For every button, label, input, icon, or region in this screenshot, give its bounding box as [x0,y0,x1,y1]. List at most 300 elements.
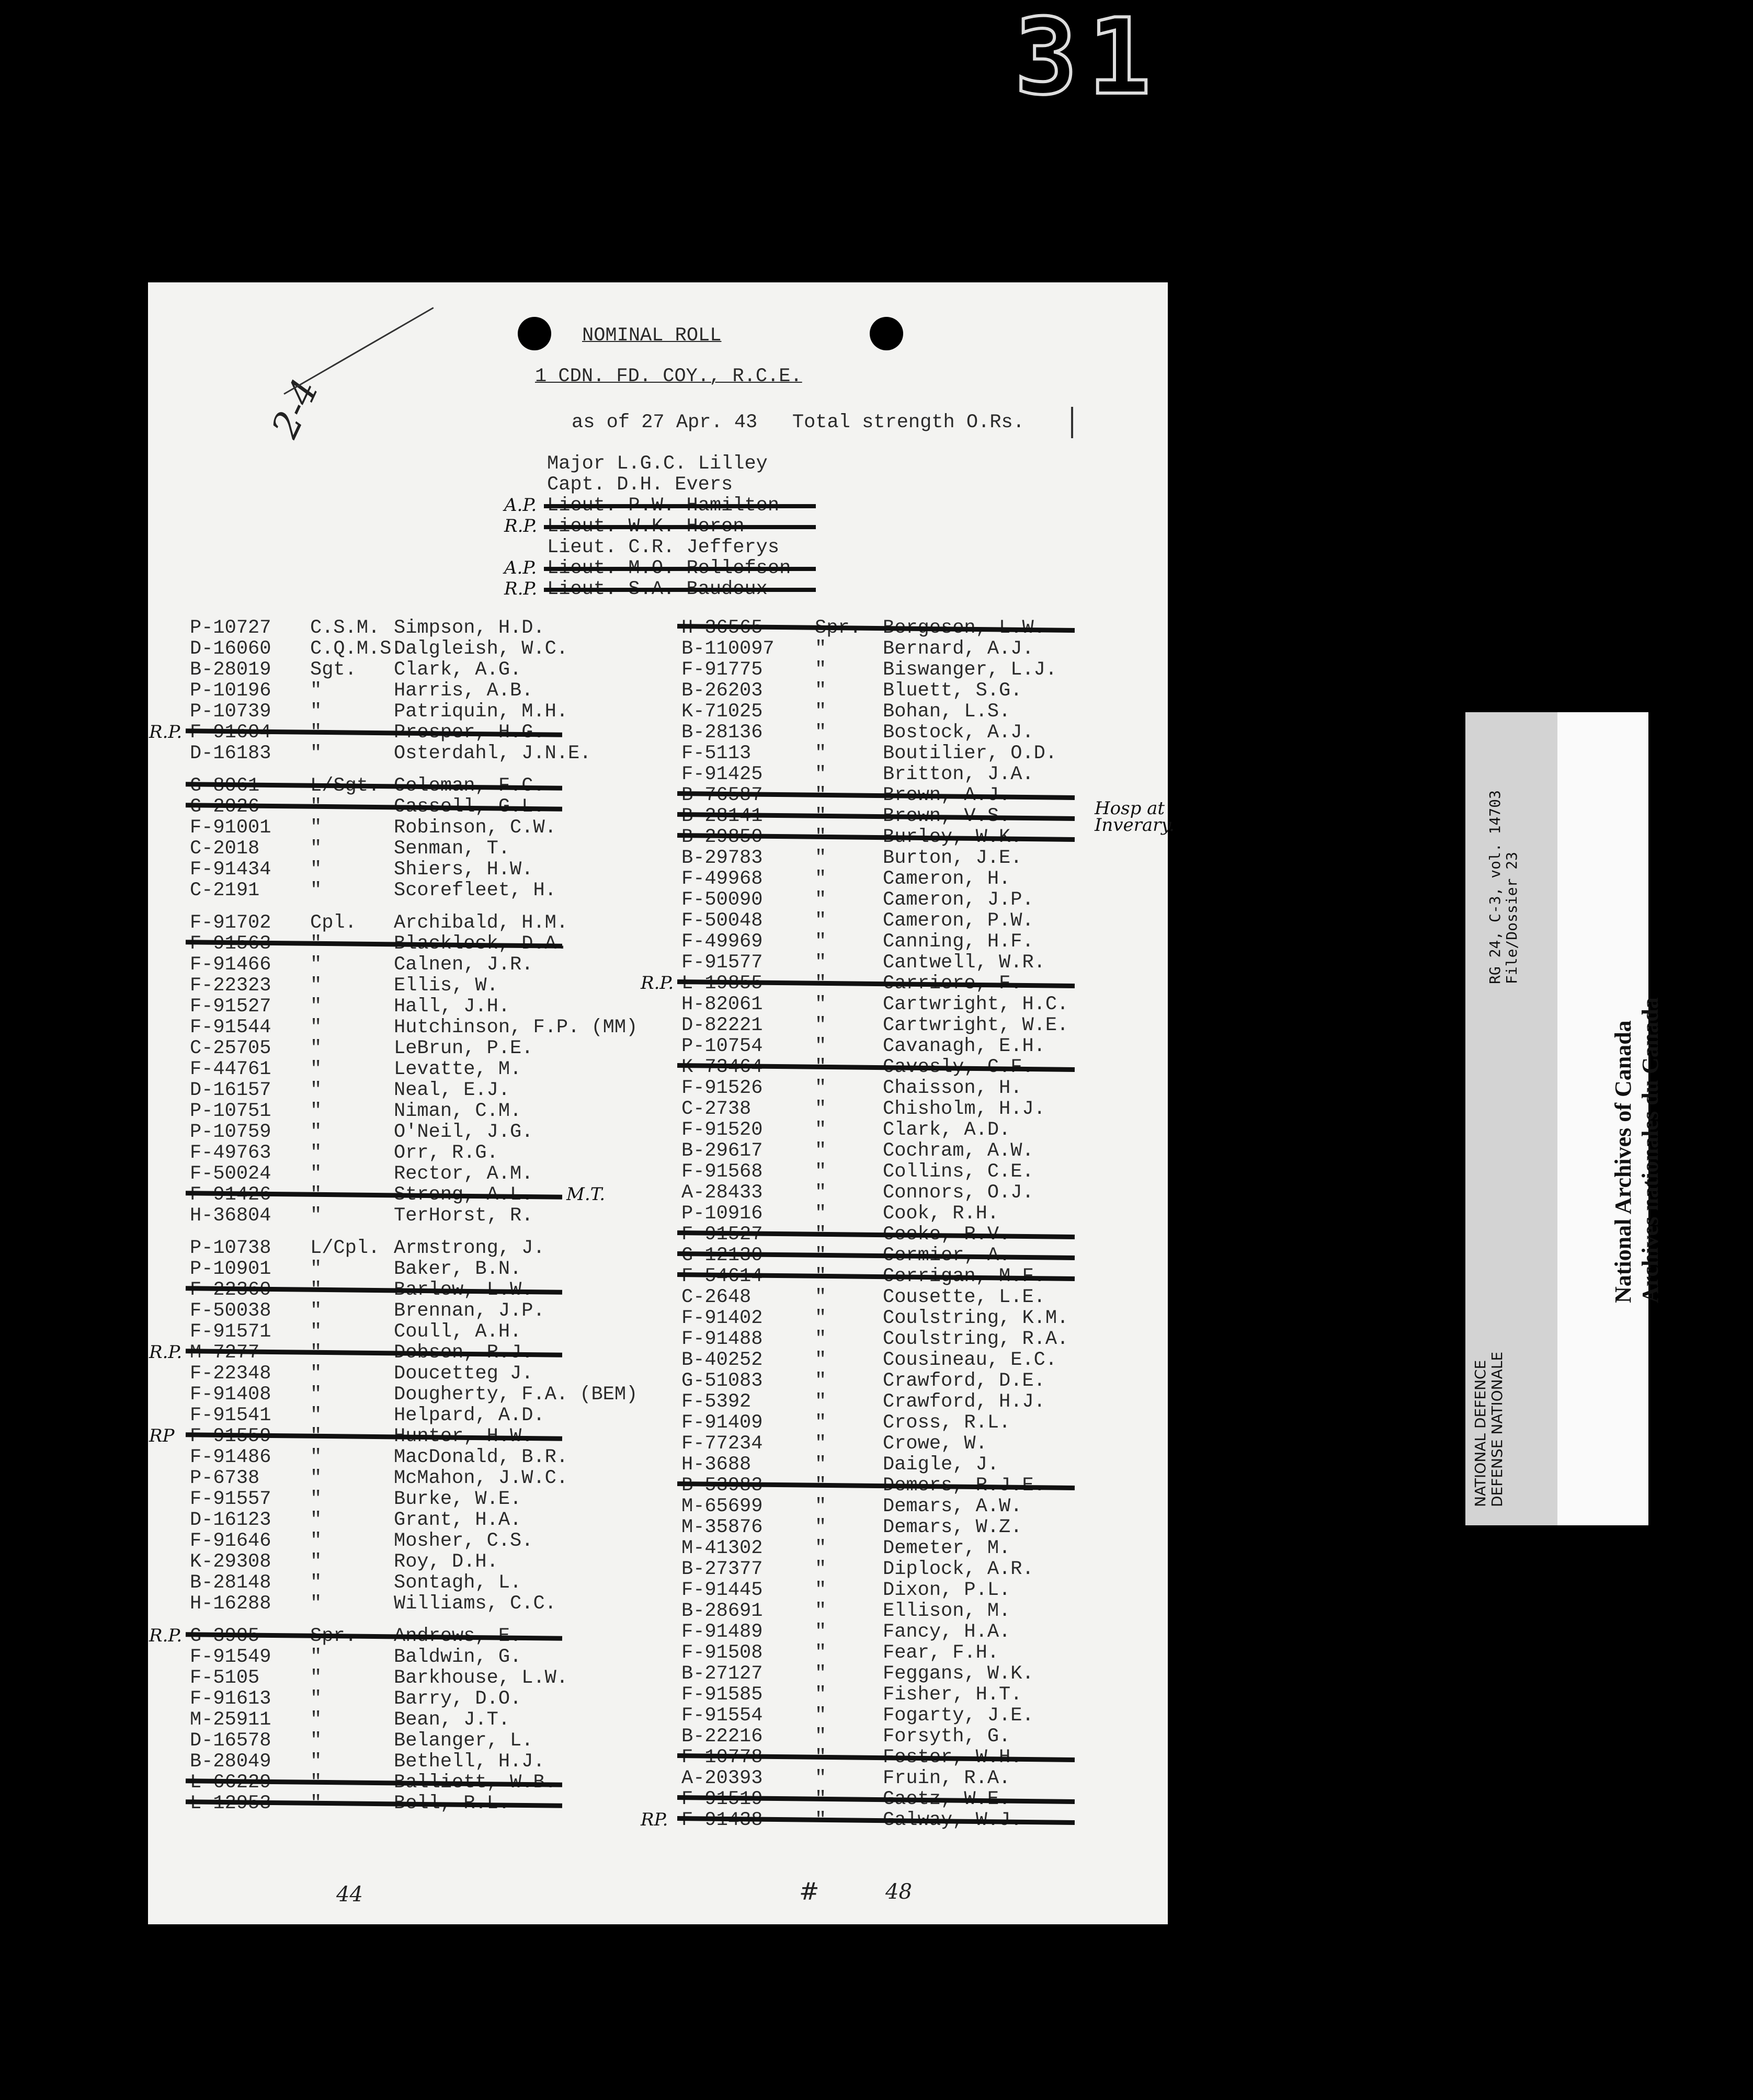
rank: " [815,1412,827,1434]
service-number: C-2738 [681,1098,752,1120]
service-number: F-91563 [190,933,271,955]
service-number: F-91434 [190,859,271,881]
rank: " [310,1551,322,1573]
service-number: K-71025 [681,701,763,723]
roll-entry [190,1572,671,1593]
service-number: F-91549 [190,1646,271,1668]
roll-entry [641,973,1163,995]
soldier-name: Fancy, H.A. [883,1621,1011,1643]
rank: " [815,1579,827,1601]
rank: " [310,1751,322,1773]
rank: " [815,1035,827,1057]
rank: " [815,1558,827,1580]
soldier-name: Burton, J.E. [883,847,1022,869]
rank: " [815,931,827,953]
left-column-total: 44 [336,1882,363,1907]
soldier-name: Cavanagh, E.H. [883,1035,1045,1057]
rank: " [310,1593,322,1615]
soldier-name: Bean, J.T. [394,1709,510,1731]
roll-entry [190,743,671,763]
punch-hole-left [518,317,551,350]
rank: " [310,1100,322,1122]
officer-entry [547,474,791,495]
rank: " [815,680,827,702]
service-number: F-91577 [681,952,763,974]
soldier-name: Dougherty, F.A. (BEM) [394,1384,638,1406]
rank: " [815,1307,827,1329]
soldier-name: Cochram, A.W. [883,1140,1034,1162]
soldier-name: Fruin, R.A. [883,1767,1011,1789]
service-number: D-16183 [190,743,271,764]
officer-entry [504,495,791,517]
rank: " [815,1642,827,1664]
service-number: F-10778 [681,1747,763,1768]
roll-entry [681,1537,1163,1558]
soldier-name: Boutilier, O.D. [883,743,1057,764]
handwritten-note: R.P. [504,578,538,599]
rank: " [310,743,322,764]
handwritten-note: Hosp at Inverary. [1095,798,1175,836]
roll-entry [190,1058,671,1079]
soldier-name: Bostock, A.J. [883,722,1034,744]
service-number: G-3905 [190,1625,260,1647]
service-number: C-25705 [190,1037,271,1059]
roll-entry [681,1684,1163,1705]
roll-entry [190,1467,671,1488]
rank: " [310,1646,322,1668]
roll-entry [190,1667,671,1688]
handwritten-note: R.P. [149,722,183,743]
service-number: F-49763 [190,1142,271,1164]
roll-entry [681,1600,1163,1621]
roll-entry [190,1142,671,1163]
soldier-name: Dalgleish, W.C. [394,638,568,660]
rank: " [815,722,827,744]
service-number: M-25911 [190,1709,271,1731]
rank: " [815,1014,827,1036]
service-number: H-16288 [190,1593,271,1615]
roll-entry [190,1237,671,1258]
archives-label [1465,712,1663,1525]
document-page [148,282,1175,1924]
roll-entry [681,1642,1163,1663]
rank: " [815,1391,827,1413]
rank: " [310,1300,322,1322]
soldier-name: Chisholm, H.J. [883,1098,1045,1120]
service-number: F-91527 [190,996,271,1018]
soldier-name: Coull, A.H. [394,1321,522,1343]
soldier-name: Simpson, H.D. [394,617,545,639]
soldier-name: Forsyth, G. [883,1726,1011,1748]
archives-name-fr: Archives nationales du Canada [1637,997,1663,1303]
roll-entry [149,1625,671,1647]
rank: " [815,1370,827,1392]
soldier-name: Cassell, G.L. [394,796,545,818]
rank: " [310,1446,322,1468]
roll-entry [681,1286,1163,1307]
handwritten-note: R.P. [504,516,538,537]
soldier-name: Cousineau, E.C. [883,1349,1057,1371]
rank: " [310,1772,322,1794]
officers-list [504,453,791,600]
service-number: A-28433 [681,1182,763,1204]
service-number: F-49969 [681,931,763,953]
soldier-name: Gaetz, W.E. [883,1788,1011,1810]
rank: " [310,1405,322,1426]
roll-entry [190,1279,671,1300]
roll-entry [681,1475,1163,1496]
rank: " [815,1726,827,1748]
handwritten-note: RP [149,1425,175,1446]
soldier-name: Cameron, H. [883,868,1011,890]
roll-entry [681,1391,1163,1412]
soldier-name: Roy, D.H. [394,1551,498,1573]
soldier-name: Rector, A.M. [394,1163,533,1185]
service-number: P-10751 [190,1100,271,1122]
soldier-name: Coulstring, K.M. [883,1307,1069,1329]
roll-entry [190,1751,671,1772]
rank: " [310,975,322,997]
soldier-name: Orr, R.G. [394,1142,498,1164]
roll-entry [190,912,671,933]
label-reference-panel [1465,712,1557,1525]
officer-name: Lieut. C.R. Jefferys [547,537,780,558]
rank: " [815,1328,827,1350]
service-number: D-16060 [190,638,271,660]
soldier-name: Robinson, C.W. [394,817,556,839]
soldier-name: Foster, W.H. [883,1747,1022,1768]
rank: " [310,701,322,723]
service-number: F-91508 [681,1642,763,1664]
roll-entry [190,1709,671,1730]
service-number: F-91445 [681,1579,763,1601]
right-roll-column [641,617,1175,1831]
soldier-name: Bohan, L.S. [883,701,1011,723]
roll-entry [190,880,671,900]
service-number: D-16157 [190,1079,271,1101]
roll-entry [681,847,1163,868]
handwritten-note: RP. [641,1809,668,1830]
struck-total-mark: # [799,1877,819,1905]
service-number: B-28148 [190,1572,271,1594]
roll-entry [190,1384,671,1405]
rank: " [815,659,827,681]
roll-entry [681,910,1163,931]
soldier-name: Burke, W.E. [394,1488,522,1510]
soldier-name: Strong, A.L. [394,1184,533,1206]
roll-entry [681,1621,1163,1642]
as-of-line: as of 27 Apr. 43 Total strength O.Rs. [572,412,1025,433]
rank: " [310,817,322,839]
rank: " [310,1279,322,1301]
roll-entry [190,1184,671,1205]
soldier-name: Scorefleet, H. [394,880,556,901]
service-number: F-91526 [681,1077,763,1099]
soldier-name: Cameron, J.P. [883,889,1034,911]
service-number: P-10196 [190,680,271,702]
service-number: D-16578 [190,1730,271,1752]
service-number: F-91646 [190,1530,271,1552]
roll-entry [190,975,671,996]
service-number: B-29617 [681,1140,763,1162]
soldier-name: Demers, R.J.E. [883,1475,1045,1497]
rank: " [815,784,827,806]
service-number: F-91557 [190,1488,271,1510]
rank: " [310,1342,322,1364]
roll-entry [149,1425,671,1447]
roll-entry [190,859,671,880]
roll-entry [190,1646,671,1667]
service-number: F-50024 [190,1163,271,1185]
rank: " [815,638,827,660]
soldier-name: Collins, C.E. [883,1161,1034,1183]
rank: " [310,1037,322,1059]
roll-entry [681,638,1163,659]
roll-entry [681,931,1163,952]
roll-entry [681,1077,1163,1098]
service-number: F-91559 [190,1425,271,1447]
rank: C.S.M. [310,617,380,639]
roll-entry [190,1530,671,1551]
service-number: B-53983 [681,1475,763,1497]
soldier-name: Cousette, L.E. [883,1286,1045,1308]
handwritten-note: M.T. [566,1184,606,1205]
roll-entry [190,638,671,659]
soldier-name: Coulstring, R.A. [883,1328,1069,1350]
service-number: F-91702 [190,912,271,934]
rank: Sgt. [310,659,357,681]
unit-line: 1 CDN. FD. COY., R.C.E. [535,366,802,387]
roll-entry [190,1321,671,1342]
soldier-name: Bell, R.L. [394,1793,510,1814]
soldier-name: Brown, A.J. [883,784,1011,806]
service-number: M-35876 [681,1516,763,1538]
soldier-name: Doucetteg J. [394,1363,533,1385]
handwritten-note: A.P. [504,557,537,578]
rank: " [815,910,827,932]
roll-entry [681,1328,1163,1349]
roll-entry [190,1205,671,1226]
service-number: F-91520 [681,1119,763,1141]
roll-entry [681,763,1163,784]
rank: " [815,952,827,974]
roll-entry [190,1079,671,1100]
service-number: F-91402 [681,1307,763,1329]
soldier-name: Crawford, D.E. [883,1370,1045,1392]
service-number: M-65699 [681,1496,763,1517]
soldier-name: Andrews, E. [394,1625,522,1647]
soldier-name: Dobson, R.J. [394,1342,533,1364]
service-number: F-44761 [190,1058,271,1080]
roll-entry [190,1488,671,1509]
roll-entry [681,659,1163,680]
rank: " [815,1286,827,1308]
department-en: NATIONAL DEFENCE [1472,1360,1489,1507]
rank: " [815,1663,827,1685]
roll-entry [681,1412,1163,1433]
rank: " [310,880,322,901]
officer-name: Major L.G.C. Lilley [547,453,768,475]
rank: " [310,1258,322,1280]
rank: " [815,1516,827,1538]
soldier-name: Cross, R.L. [883,1412,1011,1434]
service-number: B-27127 [681,1663,763,1685]
soldier-name: Chaisson, H. [883,1077,1022,1099]
soldier-name: Demeter, M. [883,1537,1011,1559]
roll-entry [190,933,671,954]
roll-entry [190,996,671,1017]
soldier-name: Barry, D.O. [394,1688,522,1710]
rank: " [815,1161,827,1183]
roll-entry [190,1258,671,1279]
roll-entry [681,1203,1163,1224]
rank: " [815,1182,827,1204]
service-number: B-29783 [681,847,763,869]
service-number: P-10738 [190,1237,271,1259]
service-number: D-82221 [681,1014,763,1036]
rank: " [815,1537,827,1559]
soldier-name: Bernard, A.J. [883,638,1034,660]
roll-entry [190,1405,671,1425]
roll-entry [149,1342,671,1364]
service-number: F-91489 [681,1621,763,1643]
archives-ref-line2: File/Dossier 23 [1503,852,1520,984]
service-number: B-22216 [681,1726,763,1748]
rank: " [815,994,827,1015]
soldier-name: Galway, W.J. [883,1809,1022,1831]
soldier-name: Bluett, S.G. [883,680,1022,702]
officer-name: Lieut. P.W. Hamilton [547,495,780,517]
roll-entry [190,1730,671,1751]
roll-entry [190,796,671,817]
rank: " [815,1454,827,1476]
roll-entry [190,1551,671,1572]
soldier-name: Mosher, C.S. [394,1530,533,1552]
right-column-total: 48 [885,1880,912,1904]
rank: " [310,1467,322,1489]
roll-entry [681,1182,1163,1203]
soldier-name: Crawford, H.J. [883,1391,1045,1413]
handwritten-note: A.P. [504,495,537,516]
soldier-name: Williams, C.C. [394,1593,556,1615]
officer-entry [504,516,791,538]
officer-entry [504,557,791,579]
soldier-name: Demars, A.W. [883,1496,1022,1517]
roll-entry [190,775,671,796]
rank: " [815,1788,827,1810]
rank: " [310,954,322,976]
officer-entry [504,578,791,600]
service-number: P-10754 [681,1035,763,1057]
rank: " [310,1572,322,1594]
roll-entry [681,1265,1163,1286]
rank: " [310,1509,322,1531]
soldier-name: Diplock, A.R. [883,1558,1034,1580]
rank: " [310,1184,322,1206]
soldier-name: Bethell, H.J. [394,1751,545,1773]
roll-entry [681,1035,1163,1056]
rank: " [310,1709,322,1731]
rank: " [310,796,322,818]
soldier-name: Cameron, P.W. [883,910,1034,932]
rank: " [815,763,827,785]
service-number: F-91488 [681,1328,763,1350]
soldier-name: Clark, A.D. [883,1119,1011,1141]
service-number: K-73464 [681,1056,763,1078]
soldier-name: Burley, W.K. [883,826,1022,848]
service-number: F-91604 [190,722,271,744]
service-number: G-2026 [190,796,260,818]
service-number: P-10727 [190,617,271,639]
soldier-name: Cartwright, H.C. [883,994,1069,1015]
service-number: F-50038 [190,1300,271,1322]
roll-entry [190,817,671,838]
service-number: F-91613 [190,1688,271,1710]
rank: " [310,1384,322,1406]
service-number: F-91519 [681,1788,763,1810]
soldier-name: LeBrun, P.E. [394,1037,533,1059]
service-number: H-36804 [190,1205,271,1227]
soldier-name: Corrigan, M.F. [883,1265,1045,1287]
service-number: P-10759 [190,1121,271,1143]
service-number: B-28049 [190,1751,271,1773]
soldier-name: Senman, T. [394,838,510,860]
rank: " [815,1245,827,1266]
soldier-name: Cormier, A. [883,1245,1011,1266]
service-number: P-6738 [190,1467,260,1489]
soldier-name: Neal, E.J. [394,1079,510,1101]
service-number: P-10916 [681,1203,763,1225]
soldier-name: Baldwin, G. [394,1646,522,1668]
soldier-name: Baker, B.N. [394,1258,522,1280]
handwritten-stroke [283,307,434,395]
roll-entry [681,889,1163,910]
rank: " [310,996,322,1018]
rank: " [815,1496,827,1517]
soldier-name: Fisher, H.T. [883,1684,1022,1706]
roll-entry [681,1056,1163,1077]
rank: " [310,1142,322,1164]
soldier-name: Levatte, M. [394,1058,522,1080]
service-number: H-3688 [681,1454,752,1476]
handwritten-note: R.P. [641,973,674,994]
service-number: F-91466 [190,954,271,976]
roll-entry [190,701,671,722]
soldier-name: Patriquin, M.H. [394,701,568,723]
rank: " [815,1684,827,1706]
service-number: B-110097 [681,638,775,660]
handwritten-note: R.P. [149,1625,183,1646]
soldier-name: Brown, V.S. [883,805,1011,827]
service-number: F-91486 [190,1446,271,1468]
roll-entry [641,1809,1163,1831]
service-number: B-26203 [681,680,763,702]
service-number: B-28136 [681,722,763,744]
roll-entry [190,954,671,975]
service-number: B-40252 [681,1349,763,1371]
soldier-name: Calnen, J.R. [394,954,533,976]
service-number: M-7277 [190,1342,260,1364]
roll-entry [681,617,1163,638]
rank: " [815,1224,827,1246]
rank: " [310,1530,322,1552]
soldier-name: Britton, J.A. [883,763,1034,785]
service-number: M-41302 [681,1537,763,1559]
soldier-name: Dixon, P.L. [883,1579,1011,1601]
roll-entry [681,798,1175,836]
roll-entry [681,1098,1163,1119]
roll-entry [190,1688,671,1709]
